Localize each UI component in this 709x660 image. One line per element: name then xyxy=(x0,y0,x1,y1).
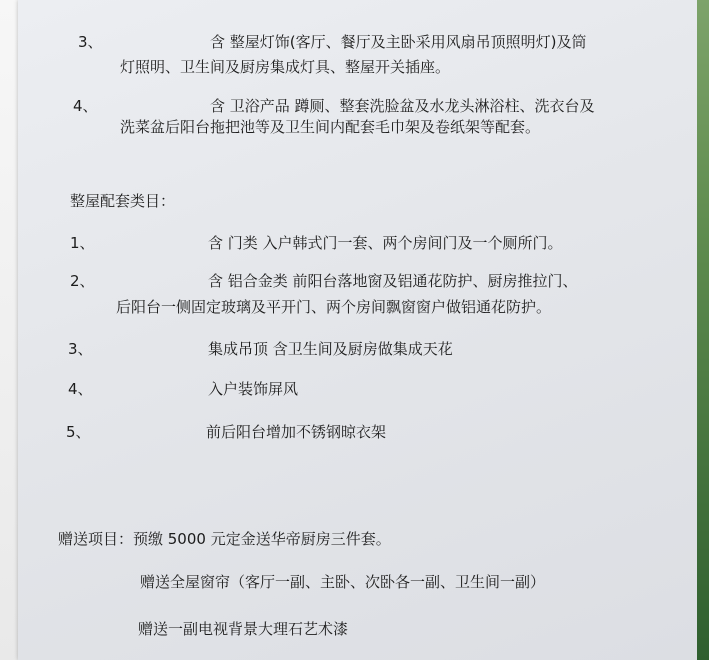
gift-title: 赠送项目：预缴 5000 元定金送华帝厨房三件套。 xyxy=(58,530,391,548)
gift-line: 赠送全屋窗帘（客厅一副、主卧、次卧各一副、卫生间一副） xyxy=(140,573,546,591)
item-number: 3、 xyxy=(68,340,93,358)
item-text-line: 灯照明、卫生间及厨房集成灯具、整屋开关插座。 xyxy=(120,58,451,76)
item-text-line: 含 门类 入户韩式门一套、两个房间门及一个厕所门。 xyxy=(208,234,563,252)
item-text-line: 前后阳台增加不锈钢晾衣架 xyxy=(206,423,387,441)
item-text-line: 含 铝合金类 前阳台落地窗及铝通花防护、厨房推拉门、 xyxy=(208,272,578,290)
item-text-line: 洗菜盆后阳台拖把池等及卫生间内配套毛巾架及卷纸架等配套。 xyxy=(120,118,541,136)
item-number: 2、 xyxy=(70,272,95,290)
item-text-line: 含 整屋灯饰(客厅、餐厅及主卧采用风扇吊顶照明灯)及筒 xyxy=(210,33,587,51)
item-text-line: 入户装饰屏风 xyxy=(208,380,299,398)
gift-line: 赠送一副电视背景大理石艺术漆 xyxy=(138,620,349,638)
item-number: 1、 xyxy=(70,234,95,252)
item-number: 4、 xyxy=(68,380,93,398)
item-number: 3、 xyxy=(78,33,103,51)
background-foliage xyxy=(697,0,709,660)
paper-left-margin xyxy=(0,0,18,660)
item-text-line: 集成吊顶 含卫生间及厨房做集成天花 xyxy=(208,340,453,358)
item-number: 4、 xyxy=(73,97,98,115)
document-page xyxy=(18,0,698,660)
section-title: 整屋配套类目： xyxy=(70,192,176,210)
item-number: 5、 xyxy=(66,423,91,441)
item-text-line: 含 卫浴产品 蹲厕、整套洗脸盆及水龙头淋浴柱、洗衣台及 xyxy=(210,97,595,115)
item-text-line: 后阳台一侧固定玻璃及平开门、两个房间飘窗窗户做铝通花防护。 xyxy=(116,298,552,316)
